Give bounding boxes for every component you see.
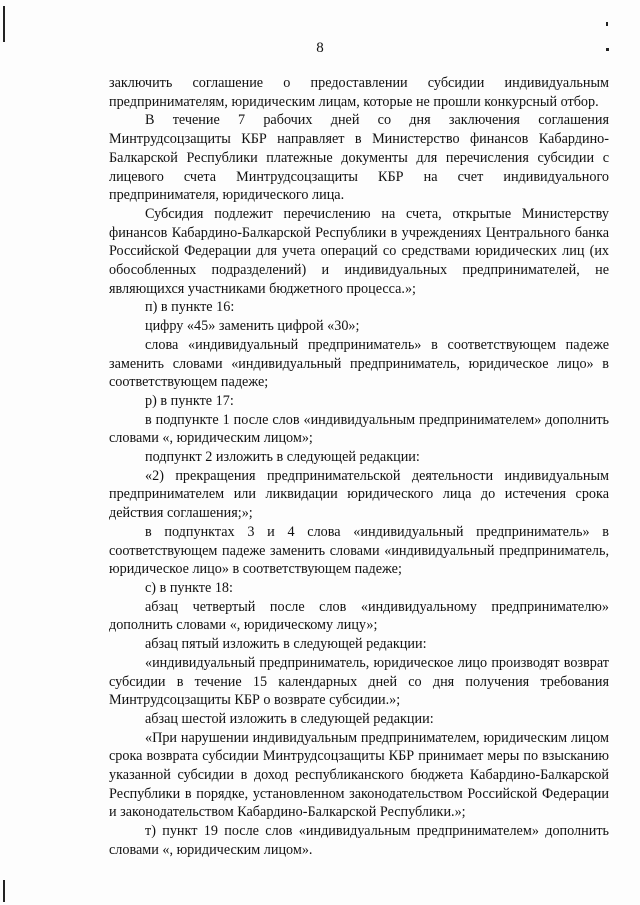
paragraph: «индивидуальный предприниматель, юридическое лицо производят возврат субсидии в течение 15 календарных дней со дня получения требования Минтрудсоцзащиты КБР о возврате субсидии.»; — [109, 654, 609, 709]
paragraph: слова «индивидуальный предприниматель» в соответствующем падеже заменить словами «индивидуальный предприниматель, юридическое лицо» в соответствующем падеже; — [109, 336, 609, 391]
document-body — [109, 74, 609, 860]
paragraph: т) пункт 19 после слов «индивидуальным предпринимателем» дополнить словами «, юридическим лицом». — [109, 823, 609, 858]
paragraph: цифру «45» заменить цифрой «30»; — [145, 318, 360, 335]
paragraph: с) в пункте 18: — [145, 579, 233, 596]
paragraph: р) в пункте 17: — [145, 392, 234, 409]
paragraph: абзац шестой изложить в следующей редакции: — [145, 710, 434, 727]
paragraph: подпункт 2 изложить в следующей редакции: — [145, 449, 420, 466]
paragraph: абзац пятый изложить в следующей редакции: — [145, 636, 427, 653]
paragraph: Субсидия подлежит перечислению на счета, открытые Министерству финансов Кабардино-Балкарской Республики в учреждениях Центрального банка Российской Федерации для учета операций со средствами юридических лиц (их обособленных подразделений) и индивидуальных предпринимателей, не являющихся участниками бюджетного процесса.»; — [109, 205, 609, 297]
paragraph: «2) прекращения предпринимательской деятельности индивидуальным предпринимателем или ликвидации юридического лица до истечения срока действия соглашения;»; — [109, 467, 609, 522]
paragraph: абзац четвертый после слов «индивидуальному предпринимателю» дополнить словами «, юридическому лицу»; — [109, 598, 609, 634]
scan-edge-mark — [3, 880, 5, 902]
paragraph: заключить соглашение о предоставлении субсидии индивидуальным предпринимателям, юридическим лицам, которые не прошли конкурсный отбор. — [109, 75, 609, 110]
paragraph: В течение 7 рабочих дней со дня заключения соглашения Минтрудсоцзащиты КБР направляет в Министерство финансов Кабардино-Балкарской Республики платежные документы для перечисления субсидии с лицевого счета Минтрудсоцзащиты КБР на счет индивидуального предпринимателя, юридического лица. — [109, 112, 609, 204]
paragraph: в подпункте 1 после слов «индивидуальным предпринимателем» дополнить словами «, юридическим лицом»; — [109, 411, 609, 447]
paragraph: в подпунктах 3 и 4 слова «индивидуальный предприниматель» в соответствующем падеже заменить словами «индивидуальный предприниматель, юридическое лицо» в соответствующем падеже; — [109, 523, 609, 578]
scan-edge-mark — [3, 6, 5, 42]
paragraph: п) в пункте 16: — [145, 299, 235, 316]
page-number: 8 — [316, 40, 324, 56]
paragraph: «При нарушении индивидуальным предпринимателем, юридическим лицом срока возврата субсидии Минтрудсоцзащиты КБР принимает меры по взысканию указанной субсидии в доход республиканского бюджета Кабардино-Балкарской Республики в порядке, установленном законодательством Российской Федерации и законодательством Кабардино-Балкарской Республики.»; — [109, 729, 609, 821]
scan-dust-mark — [606, 22, 608, 26]
